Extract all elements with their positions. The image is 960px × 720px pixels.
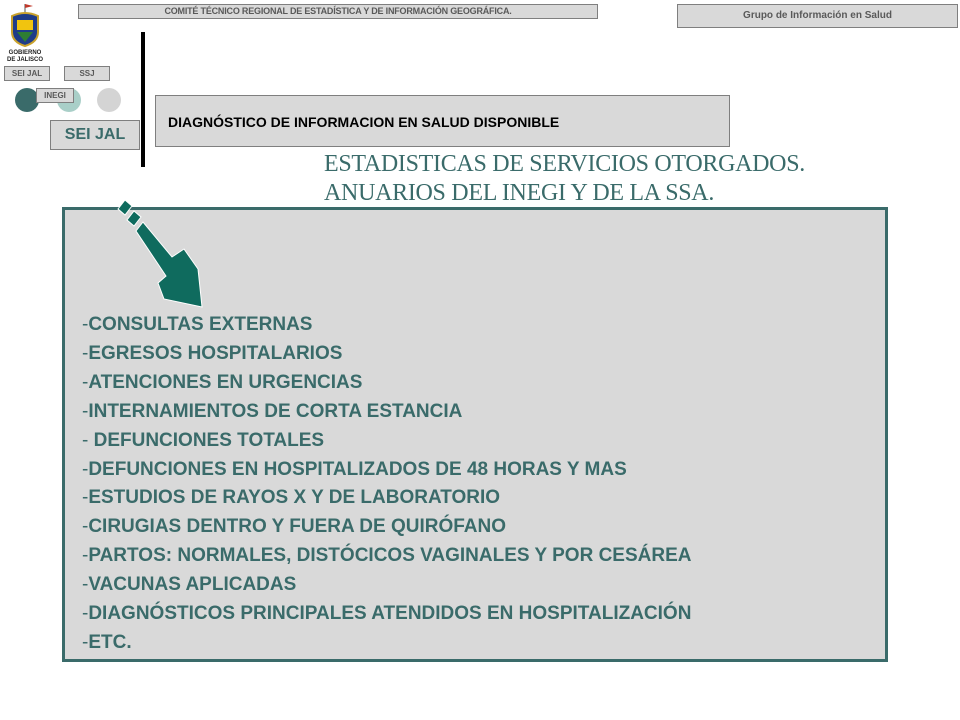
list-item: -CONSULTAS EXTERNAS [82,314,313,335]
list-item: -ATENCIONES EN URGENCIAS [82,371,363,393]
gray-circle-icon [97,88,121,112]
list-item: -DEFUNCIONES EN HOSPITALIZADOS DE 48 HORAS Y MAS [82,458,627,480]
heading-line1: ESTADISTICAS DE SERVICIOS OTORGADOS. [324,151,805,177]
coat-of-arms-icon [4,2,46,64]
inegi-tag: INEGI [36,88,74,103]
list-item: -CIRUGIAS DENTRO Y FUERA DE QUIRÓFANO [82,516,507,538]
down-right-arrow-icon [112,195,204,313]
ssj-tag: SSJ [64,66,110,81]
services-list [82,311,691,658]
committee-title-bar: COMITÉ TÉCNICO REGIONAL DE ESTADÍSTICA Y DE INFORMACIÓN GEOGRÁFICA. [78,4,598,19]
gobierno-jalisco-logo [4,2,46,64]
section-heading [324,150,944,208]
list-item: -EGRESOS HOSPITALARIOS [82,342,343,364]
list-item: -ETC. [82,631,132,653]
list-item: -ESTUDIOS DE RAYOS X Y DE LABORATORIO [82,487,501,509]
list-item: -INTERNAMIENTOS DE CORTA ESTANCIA [82,400,463,422]
vertical-divider [141,32,145,167]
sei-jal-label: SEI JAL [50,120,140,150]
list-item: -VACUNAS APLICADAS [82,574,297,596]
logo-line2: DE JALISCO [6,57,44,63]
list-item: -PARTOS: NORMALES, DISTÓCICOS VAGINALES Y POR CESÁREA [82,545,692,567]
list-item: -DIAGNÓSTICOS PRINCIPALES ATENDIDOS EN HOSPITALIZACIÓN [82,603,692,625]
diagnostic-title-box: DIAGNÓSTICO DE INFORMACION EN SALUD DISPONIBLE [155,95,730,147]
list-item: - DEFUNCIONES TOTALES [82,429,325,451]
group-title-box: Grupo de Información en Salud [677,4,958,28]
sei-jal-tag: SEI JAL [4,66,50,81]
heading-line2: ANUARIOS DEL INEGI Y DE LA SSA. [324,180,715,206]
logo-line1: GOBIERNO [8,50,42,56]
